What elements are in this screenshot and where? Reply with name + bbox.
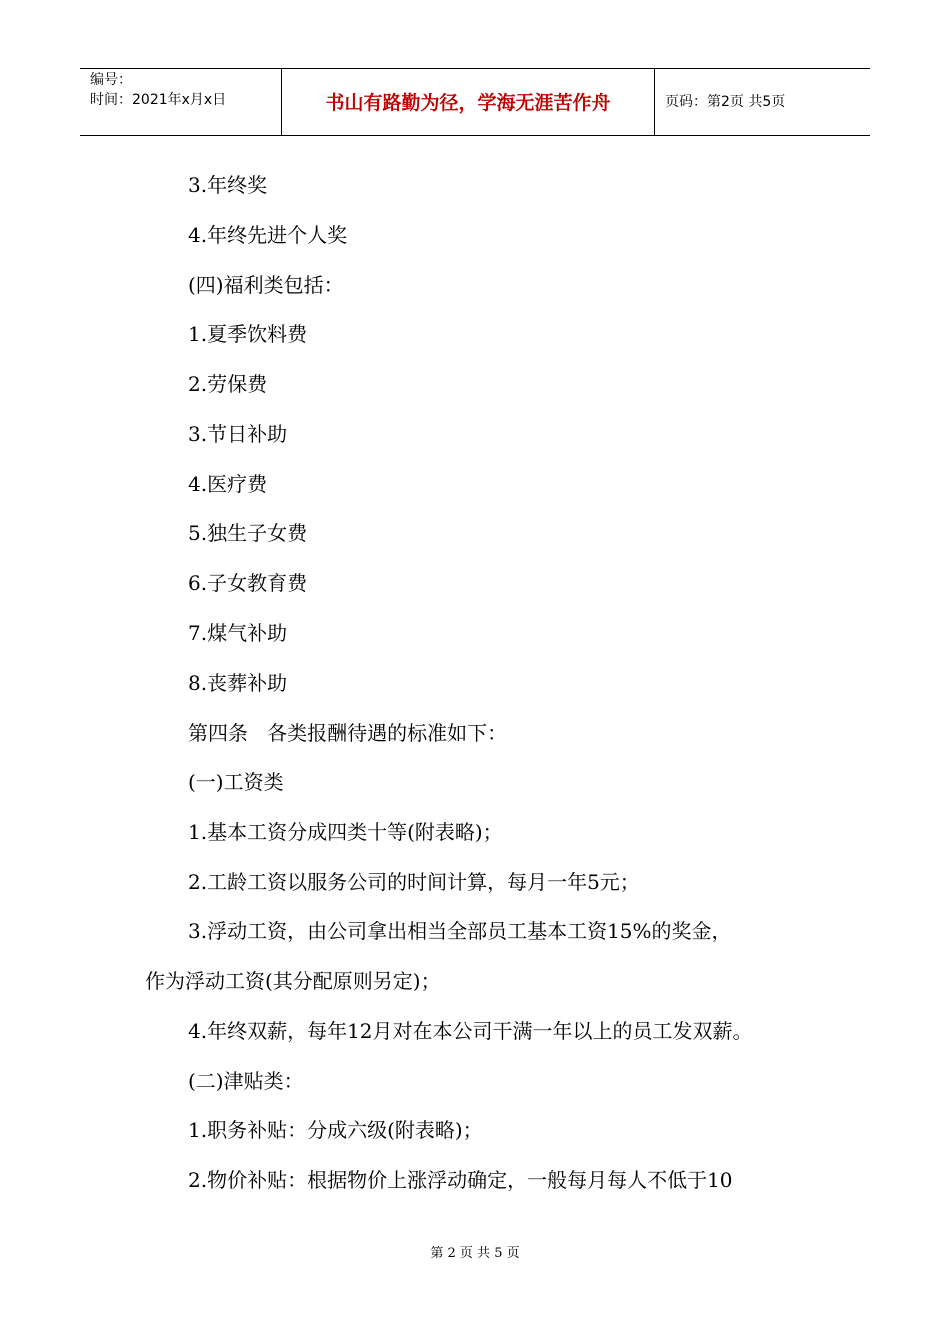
body-line: 1.基本工资分成四类十等(附表略)； (188, 820, 503, 844)
body-line: 1.职务补贴：分成六级(附表略)； (188, 1118, 483, 1142)
body-line: 1.夏季饮料费 (188, 322, 308, 346)
document-number-label: 编号： (90, 72, 132, 88)
body-line: 3.浮动工资，由公司拿出相当全部员工基本工资15%的奖金， (188, 919, 732, 943)
body-line: 2.物价补贴：根据物价上涨浮动确定，一般每月每人不低于10 (188, 1168, 733, 1192)
body-line: 3.年终奖 (188, 173, 268, 197)
article-heading: 第四条 各类报酬待遇的标准如下： (188, 721, 508, 745)
body-line: 4.医疗费 (188, 472, 268, 496)
body-line: 5.独生子女费 (188, 521, 308, 545)
section-heading: (一)工资类 (188, 770, 284, 794)
body-line: 2.工龄工资以服务公司的时间计算，每月一年5元； (188, 870, 640, 894)
body-line: 8.丧葬补助 (188, 671, 288, 695)
body-line: 4.年终先进个人奖 (188, 223, 348, 247)
body-line: 7.煤气补助 (188, 621, 288, 645)
body-line-continuation: 作为浮动工资(其分配原则另定)； (145, 969, 441, 993)
page-header (80, 68, 870, 136)
header-motto: 书山有路勤为径，学海无涯苦作舟 (325, 92, 611, 114)
body-line: 3.节日补助 (188, 422, 288, 446)
header-page-info: 页码：第2页 共5页 (665, 94, 786, 110)
body-line: 4.年终双薪，每年12月对在本公司干满一年以上的员工发双薪。 (188, 1019, 753, 1043)
section-heading: (四)福利类包括： (188, 273, 344, 297)
header-meta-cell (80, 69, 282, 135)
header-motto-cell (282, 69, 655, 135)
section-heading: (二)津贴类： (188, 1069, 304, 1093)
header-page-cell (655, 69, 870, 135)
page-footer: 第 2 页 共 5 页 (430, 1246, 520, 1261)
document-date: 时间：2021年x月x日 (90, 92, 227, 108)
body-line: 2.劳保费 (188, 372, 268, 396)
body-line: 6.子女教育费 (188, 571, 308, 595)
